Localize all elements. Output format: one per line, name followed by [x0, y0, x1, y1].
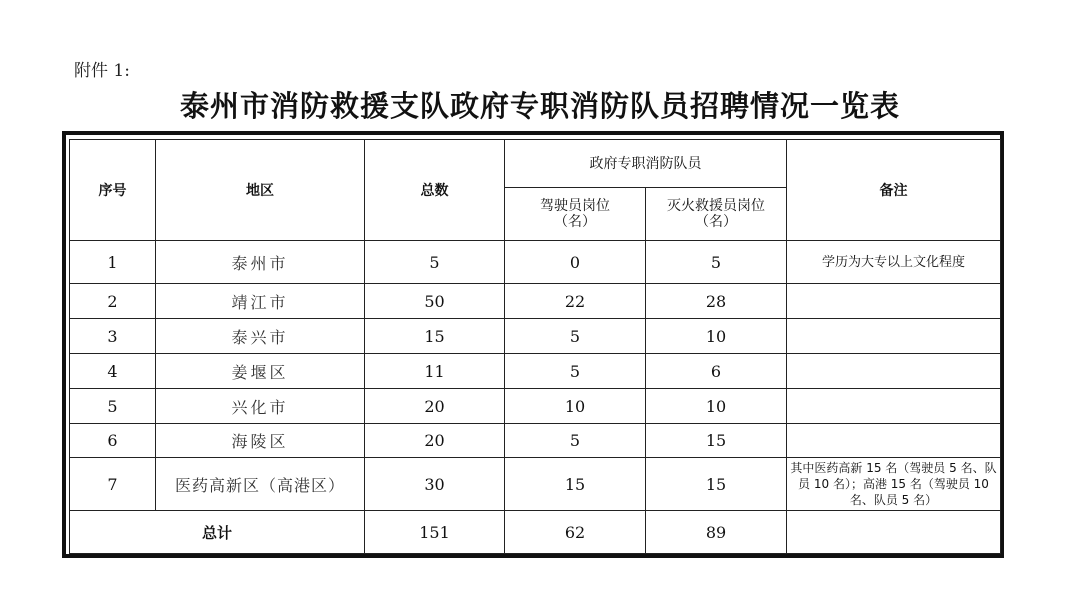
page-title: 泰州市消防救援支队政府专职消防队员招聘情况一览表	[179, 89, 900, 123]
cell-remark: 其中医药高新 15 名（驾驶员 5 名、队员 10 名）；高港 15 名（驾驶员 10 名、队员 5 名）	[787, 458, 1001, 511]
header-rescue-line1: 灭火救援员岗位	[667, 198, 765, 214]
cell-driver: 5	[505, 424, 646, 458]
header-group-firefighters: 政府专职消防队员	[505, 140, 787, 188]
cell-region: 泰兴市	[156, 319, 365, 354]
header-rescue	[646, 188, 787, 241]
cell-driver: 15	[505, 458, 646, 511]
cell-region: 靖江市	[156, 284, 365, 319]
table-row	[70, 424, 1001, 458]
cell-region: 姜堰区	[156, 354, 365, 389]
cell-region: 医药高新区（高港区）	[156, 458, 365, 511]
cell-seq: 1	[70, 241, 156, 284]
total-driver: 62	[505, 511, 646, 554]
cell-remark	[787, 319, 1001, 354]
header-total: 总数	[365, 140, 505, 241]
recruitment-table-frame	[62, 131, 1004, 558]
cell-total: 50	[365, 284, 505, 319]
cell-rescue: 6	[646, 354, 787, 389]
cell-driver: 0	[505, 241, 646, 284]
total-label: 总计	[70, 511, 365, 554]
header-region: 地区	[156, 140, 365, 241]
cell-remark: 学历为大专以上文化程度	[787, 241, 1001, 284]
header-rescue-line2: （名）	[695, 214, 737, 230]
cell-remark	[787, 284, 1001, 319]
table-row	[70, 354, 1001, 389]
cell-total: 11	[365, 354, 505, 389]
cell-seq: 7	[70, 458, 156, 511]
cell-seq: 5	[70, 389, 156, 424]
header-remarks: 备注	[787, 140, 1001, 241]
cell-total: 20	[365, 424, 505, 458]
table-row	[70, 241, 1001, 284]
cell-rescue: 15	[646, 458, 787, 511]
cell-rescue: 10	[646, 389, 787, 424]
cell-remark	[787, 354, 1001, 389]
cell-region: 兴化市	[156, 389, 365, 424]
total-rescue: 89	[646, 511, 787, 554]
header-seq: 序号	[70, 140, 156, 241]
cell-seq: 3	[70, 319, 156, 354]
cell-driver: 22	[505, 284, 646, 319]
cell-rescue: 15	[646, 424, 787, 458]
cell-seq: 2	[70, 284, 156, 319]
table-row	[70, 458, 1001, 511]
header-driver	[505, 188, 646, 241]
total-row	[70, 511, 1001, 554]
header-driver-line1: 驾驶员岗位	[540, 198, 610, 214]
cell-total: 20	[365, 389, 505, 424]
cell-driver: 5	[505, 354, 646, 389]
total-remark	[787, 511, 1001, 554]
cell-rescue: 10	[646, 319, 787, 354]
cell-driver: 5	[505, 319, 646, 354]
cell-remark	[787, 389, 1001, 424]
cell-remark	[787, 424, 1001, 458]
table-row	[70, 389, 1001, 424]
header-driver-line2: （名）	[554, 214, 596, 230]
cell-total: 5	[365, 241, 505, 284]
attachment-label: 附件 1:	[74, 61, 130, 81]
cell-region: 泰州市	[156, 241, 365, 284]
recruitment-table	[69, 139, 1001, 554]
cell-rescue: 5	[646, 241, 787, 284]
cell-seq: 4	[70, 354, 156, 389]
cell-driver: 10	[505, 389, 646, 424]
cell-total: 30	[365, 458, 505, 511]
cell-region: 海陵区	[156, 424, 365, 458]
cell-total: 15	[365, 319, 505, 354]
cell-seq: 6	[70, 424, 156, 458]
cell-rescue: 28	[646, 284, 787, 319]
table-row	[70, 319, 1001, 354]
total-sum: 151	[365, 511, 505, 554]
table-row	[70, 284, 1001, 319]
